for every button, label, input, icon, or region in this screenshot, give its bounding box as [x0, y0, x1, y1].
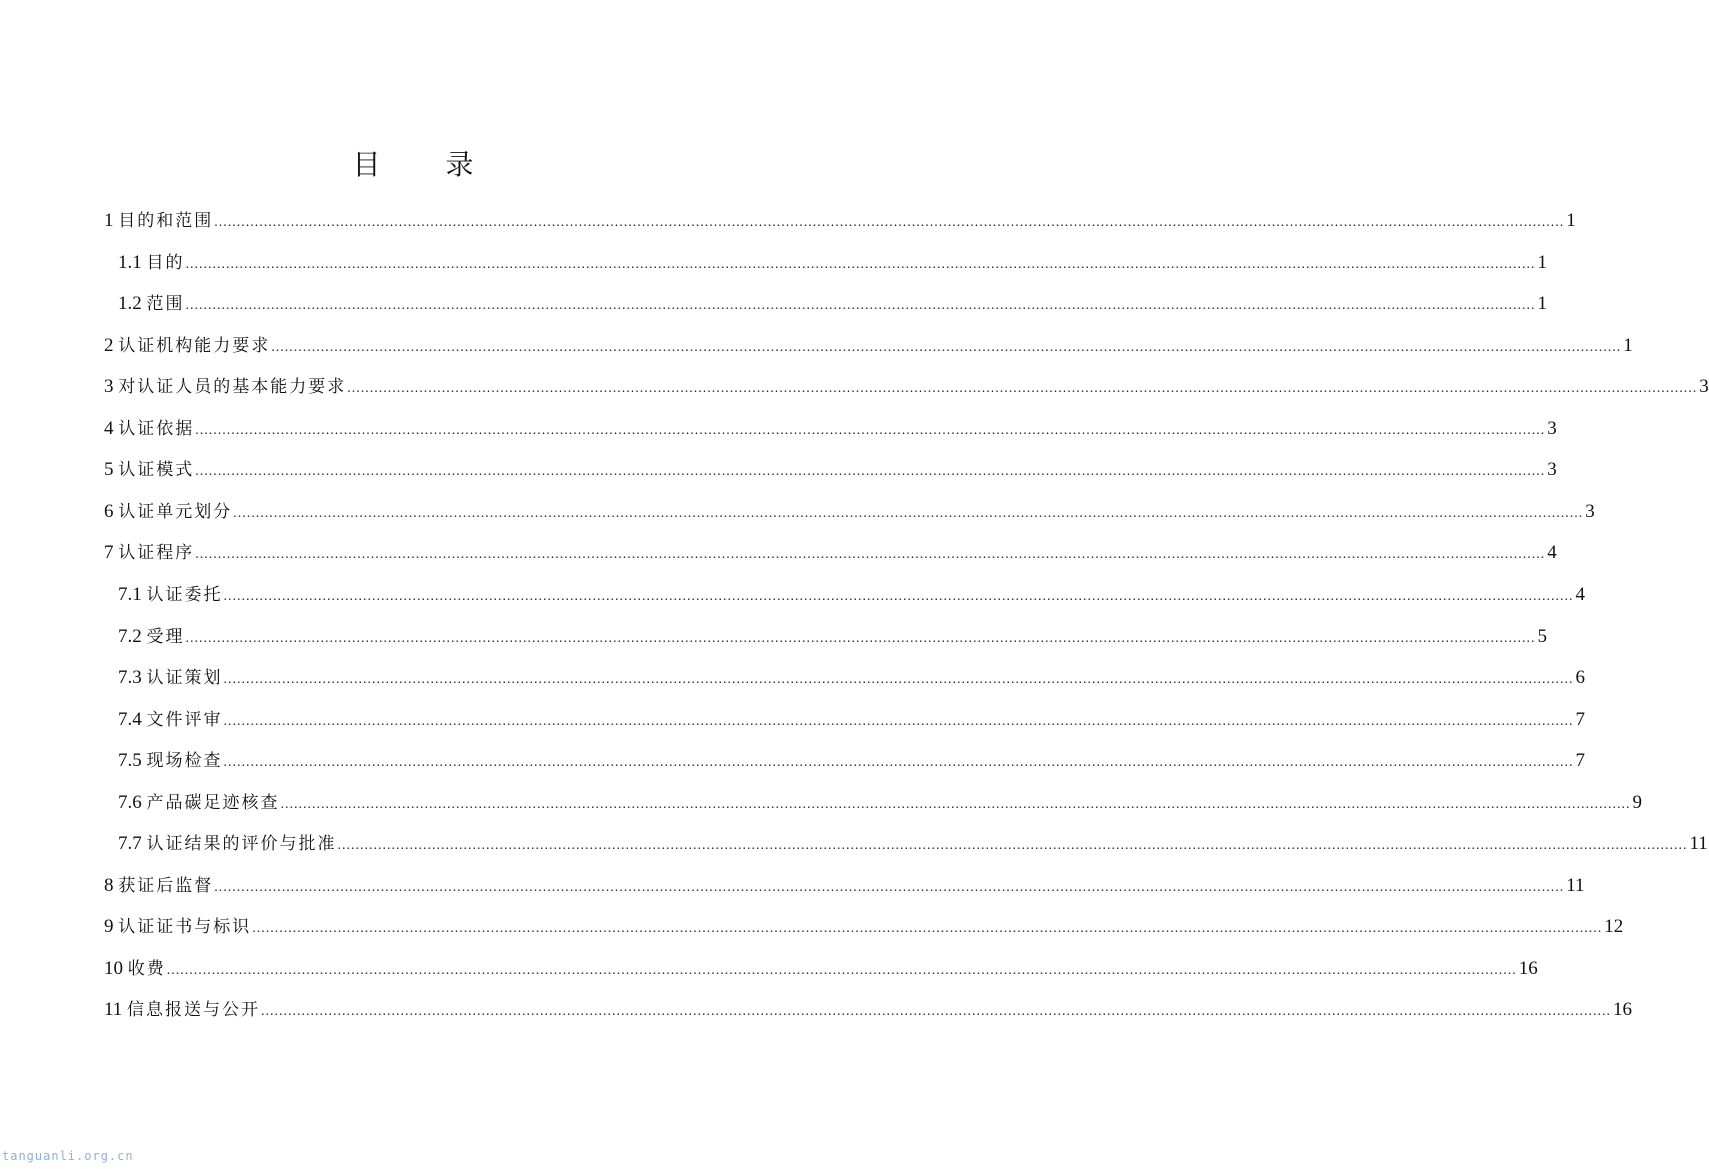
toc-entry-page: 12: [1604, 916, 1624, 938]
toc-entry-page: 1: [1537, 293, 1547, 315]
toc-entry-label: 现场检查: [146, 751, 223, 772]
toc-entry-page: 4: [1575, 583, 1585, 605]
toc-entry-page: 11: [1566, 874, 1585, 896]
toc-entry-page: 7: [1575, 750, 1585, 772]
toc-entry-label: 信息报送与公开: [127, 1000, 261, 1021]
toc-entry-label: 认证模式: [118, 460, 195, 481]
toc-leader-dots: ............................................................................................................................................................................................................................................................................................................: [166, 962, 1517, 978]
toc-entry-label: 获证后监督: [118, 875, 214, 896]
toc-entry-page: 3: [1699, 376, 1709, 398]
toc-entry-page: 6: [1575, 667, 1585, 689]
toc-entry-page: 11: [1689, 833, 1708, 855]
toc-entry-number: 7.3: [118, 667, 147, 689]
toc-entry-number: 7.4: [118, 708, 147, 730]
toc-leader-dots: ............................................................................................................................................................................................................................................................................................................: [347, 381, 1698, 397]
toc-entry-page: 4: [1547, 542, 1557, 564]
toc-entry-label: 认证依据: [118, 418, 195, 439]
toc-entry-number: 1.1: [118, 251, 147, 273]
toc-entry-page: 1: [1537, 251, 1547, 273]
toc-entry-number: 1.2: [118, 293, 147, 315]
toc-entry-label: 认证委托: [146, 584, 223, 605]
toc-leader-dots: ............................................................................................................................................................................................................................................................................................................: [233, 505, 1584, 521]
toc-entry-number: 7.2: [118, 625, 147, 647]
toc-entry[interactable]: [104, 539, 1557, 567]
toc-leader-dots: ............................................................................................................................................................................................................................................................................................................: [252, 921, 1603, 937]
toc-leader-dots: ............................................................................................................................................................................................................................................................................................................: [280, 796, 1631, 812]
toc-entry[interactable]: [104, 913, 1624, 941]
toc-leader-dots: ............................................................................................................................................................................................................................................................................................................: [271, 339, 1622, 355]
toc-leader-dots: ............................................................................................................................................................................................................................................................................................................: [223, 713, 1574, 729]
toc-entry-number: 8: [104, 874, 119, 896]
toc-entry-page: 5: [1537, 625, 1547, 647]
toc-entry[interactable]: [104, 996, 1633, 1024]
toc-entry[interactable]: [104, 373, 1709, 401]
watermark: tanguanli.org.cn: [2, 1149, 134, 1163]
toc-leader-dots: ............................................................................................................................................................................................................................................................................................................: [185, 256, 1536, 272]
toc-entry[interactable]: [118, 290, 1547, 318]
toc-entry-number: 3: [104, 376, 119, 398]
toc-leader-dots: ............................................................................................................................................................................................................................................................................................................: [223, 755, 1574, 771]
toc-entry-number: 10: [104, 957, 128, 979]
toc-entry[interactable]: [118, 664, 1585, 692]
toc-entry-number: 4: [104, 417, 119, 439]
toc-entry-page: 3: [1547, 417, 1557, 439]
toc-entry[interactable]: [118, 581, 1585, 609]
toc-entry-number: 6: [104, 500, 119, 522]
toc-entry-page: 1: [1566, 210, 1576, 231]
toc-entry-page: 3: [1585, 500, 1595, 522]
toc-entry[interactable]: [118, 830, 1708, 858]
toc-leader-dots: ............................................................................................................................................................................................................................................................................................................: [214, 215, 1565, 230]
toc-entry-number: 7: [104, 542, 119, 564]
toc-entry-page: 16: [1613, 999, 1633, 1021]
page-title: 目 录: [352, 148, 502, 181]
toc-entry-label: 认证机构能力要求: [118, 335, 271, 356]
toc-entry-label: 目的和范围: [118, 211, 214, 231]
toc-entry[interactable]: [118, 249, 1547, 277]
toc-entry[interactable]: [118, 747, 1585, 775]
toc-entry-label: 范围: [146, 294, 185, 315]
toc-entry-page: 16: [1518, 957, 1538, 979]
toc-entry-page: 9: [1632, 791, 1642, 813]
toc-entry-label: 文件评审: [146, 709, 223, 730]
toc-entry-number: 11: [104, 999, 128, 1021]
toc-entry-label: 受理: [146, 626, 185, 647]
toc-entry-label: 认证策划: [146, 668, 223, 689]
toc-entry-page: 1: [1623, 334, 1633, 356]
toc-entry-number: 7.6: [118, 791, 147, 813]
toc-entry[interactable]: [118, 789, 1642, 817]
toc-entry-number: 9: [104, 916, 119, 938]
toc-entry[interactable]: [118, 706, 1585, 734]
toc-entry[interactable]: [104, 955, 1538, 983]
toc-entry-label: 目的: [146, 252, 185, 273]
toc-entry-number: 2: [104, 334, 119, 356]
toc-entry[interactable]: [104, 415, 1557, 443]
toc-entry-label: 对认证人员的基本能力要求: [118, 377, 347, 398]
toc-entry-number: 1: [104, 210, 119, 231]
toc-leader-dots: ............................................................................................................................................................................................................................................................................................................: [223, 672, 1574, 688]
toc-entry-number: 5: [104, 459, 119, 481]
toc-entry[interactable]: [104, 207, 1576, 235]
toc-leader-dots: ............................................................................................................................................................................................................................................................................................................: [261, 1004, 1612, 1020]
toc-entry[interactable]: [104, 498, 1595, 526]
toc-entry-label: 产品碳足迹核查: [146, 792, 280, 813]
toc-leader-dots: ............................................................................................................................................................................................................................................................................................................: [195, 464, 1546, 480]
toc-entry[interactable]: [104, 456, 1557, 484]
toc-entry-label: 认证证书与标识: [118, 917, 252, 938]
toc-entry[interactable]: [104, 332, 1633, 360]
toc-leader-dots: ............................................................................................................................................................................................................................................................................................................: [214, 879, 1565, 895]
toc-entry-number: 7.5: [118, 750, 147, 772]
toc-leader-dots: ............................................................................................................................................................................................................................................................................................................: [185, 298, 1536, 314]
toc-entry-label: 认证程序: [118, 543, 195, 564]
toc-leader-dots: ............................................................................................................................................................................................................................................................................................................: [223, 588, 1574, 604]
toc-leader-dots: ............................................................................................................................................................................................................................................................................................................: [185, 630, 1536, 646]
toc-entry-label: 收费: [127, 958, 166, 979]
toc-entry-label: 认证单元划分: [118, 501, 233, 522]
toc-leader-dots: ............................................................................................................................................................................................................................................................................................................: [195, 422, 1546, 438]
toc-entry-number: 7.7: [118, 833, 147, 855]
toc-entry-page: 3: [1547, 459, 1557, 481]
toc-entry-page: 7: [1575, 708, 1585, 730]
toc-leader-dots: ............................................................................................................................................................................................................................................................................................................: [195, 547, 1546, 563]
toc-entry-label: 认证结果的评价与批准: [146, 834, 337, 855]
toc-entry[interactable]: [104, 872, 1585, 900]
toc-entry[interactable]: [118, 623, 1547, 651]
toc-entry-number: 7.1: [118, 583, 147, 605]
toc-leader-dots: ............................................................................................................................................................................................................................................................................................................: [337, 838, 1688, 854]
